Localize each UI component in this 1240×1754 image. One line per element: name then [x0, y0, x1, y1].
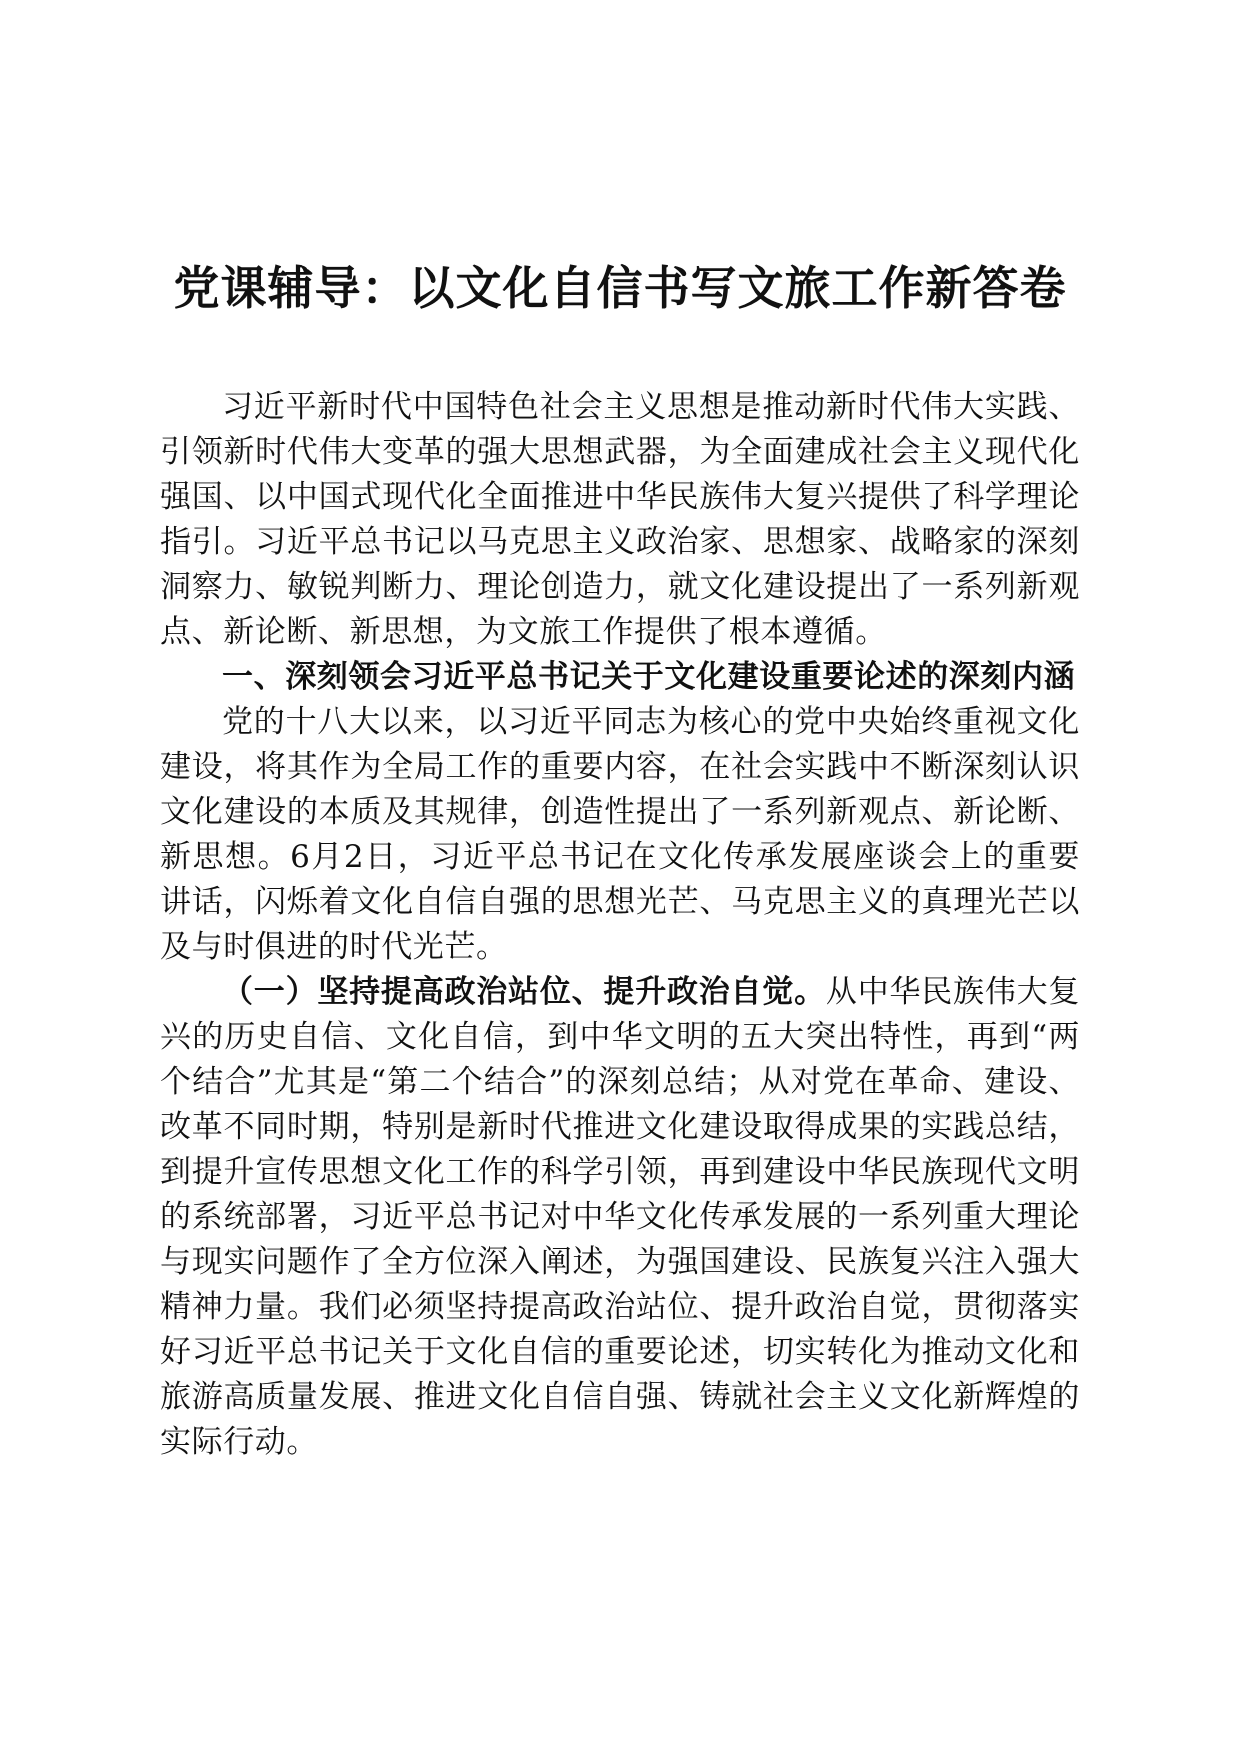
paragraph-section-1: 党的十八大以来，以习近平同志为核心的党中央始终重视文化建设，将其作为全局工作的重要内容，在社会实践中不断深刻认识文化建设的本质及其规律，创造性提出了一系列新观点、新论断、新思想。6月2日，习近平总书记在文化传承发展座谈会上的重要讲话，闪烁着文化自信自强的思想光芒、马克思主义的真理光芒以及与时俱进的时代光芒。	[160, 704, 1080, 965]
subsection-body: 从中华民族伟大复兴的历史自信、文化自信，到中华文明的五大突出特性，再到“两个结合”尤其是“第二个结合”的深刻总结；从对党在革命、建设、改革不同时期，特别是新时代推进文化建设取得成果的实践总结，到提升宣传思想文化工作的科学引领，再到建设中华民族现代文明的系统部署，习近平总书记对中华文化传承发展的一系列重大理论与现实问题作了全方位深入阐述，为强国建设、民族复兴注入强大精神力量。我们必须坚持提高政治站位、提升政治自觉，贯彻落实好习近平总书记关于文化自信的重要论述，切实转化为推动文化和旅游高质量发展、推进文化自信自强、铸就社会主义文化新辉煌的实际行动。	[160, 974, 1080, 1460]
paragraph-intro: 习近平新时代中国特色社会主义思想是推动新时代伟大实践、引领新时代伟大变革的强大思想武器，为全面建成社会主义现代化强国、以中国式现代化全面推进中华民族伟大复兴提供了科学理论指引。习近平总书记以马克思主义政治家、思想家、战略家的深刻洞察力、敏锐判断力、理论创造力，就文化建设提出了一系列新观点、新论断、新思想，为文旅工作提供了根本遵循。	[160, 389, 1080, 650]
document-body	[160, 385, 1080, 1465]
subsection-lead: （一）坚持提高政治站位、提升政治自觉。	[222, 974, 826, 1010]
document-title: 党课辅导：以文化自信书写文旅工作新答卷	[173, 261, 1067, 315]
paragraph-subsection-1	[160, 970, 1080, 1465]
section-heading-1: 一、深刻领会习近平总书记关于文化建设重要论述的深刻内涵	[222, 659, 1076, 695]
